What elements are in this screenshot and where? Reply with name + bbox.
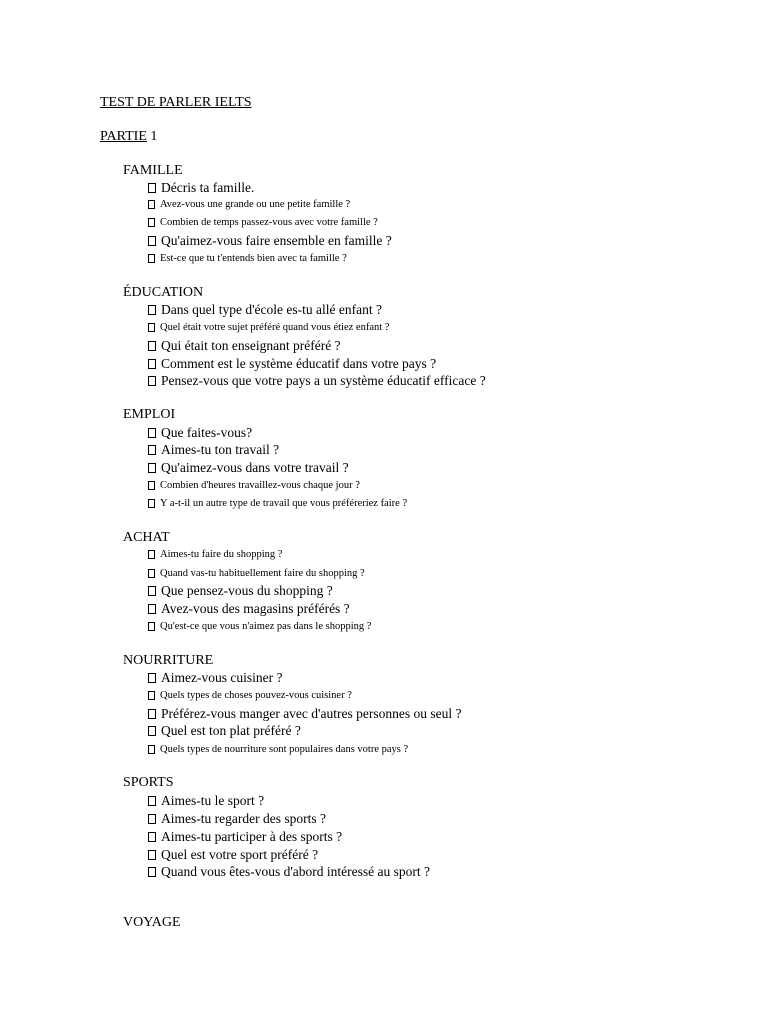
question-item: Aimez-vous cuisiner ? xyxy=(148,669,282,687)
checkbox-icon xyxy=(148,200,155,209)
checkbox-icon xyxy=(148,867,156,877)
checkbox-icon xyxy=(148,376,156,386)
question-item: Aimes-tu faire du shopping ? xyxy=(148,548,282,562)
checkbox-icon xyxy=(148,463,156,473)
checkbox-icon xyxy=(148,445,156,455)
checkbox-icon xyxy=(148,814,156,824)
question-item: Y a-t-il un autre type de travail que vous préféreriez faire ? xyxy=(148,497,407,511)
checkbox-icon xyxy=(148,586,156,596)
question-item: Comment est le système éducatif dans votre pays ? xyxy=(148,355,436,373)
question-item: Quand vous êtes-vous d'abord intéressé au sport ? xyxy=(148,863,430,881)
checkbox-icon xyxy=(148,305,156,315)
checkbox-icon xyxy=(148,428,156,438)
question-item: Quels types de choses pouvez-vous cuisiner ? xyxy=(148,689,352,703)
checkbox-icon xyxy=(148,622,155,631)
checkbox-icon xyxy=(148,499,155,508)
question-item: Préférez-vous manger avec d'autres personnes ou seul ? xyxy=(148,705,461,723)
checkbox-icon xyxy=(148,550,155,559)
checkbox-icon xyxy=(148,569,155,578)
question-item: Pensez-vous que votre pays a un système éducatif efficace ? xyxy=(148,372,486,390)
checkbox-icon xyxy=(148,745,155,754)
checkbox-icon xyxy=(148,481,155,490)
checkbox-icon xyxy=(148,359,156,369)
question-item: Aimes-tu participer à des sports ? xyxy=(148,828,342,846)
question-item: Décris ta famille. xyxy=(148,179,254,197)
question-item: Que pensez-vous du shopping ? xyxy=(148,582,333,600)
question-item: Dans quel type d'école es-tu allé enfant ? xyxy=(148,301,382,319)
section-heading-emploi: EMPLOI xyxy=(123,407,176,422)
question-item: Quel est votre sport préféré ? xyxy=(148,846,318,864)
question-item: Quel est ton plat préféré ? xyxy=(148,722,301,740)
question-item: Qu'aimez-vous dans votre travail ? xyxy=(148,459,349,477)
section-heading-sports: SPORTS xyxy=(123,775,174,790)
checkbox-icon xyxy=(148,850,156,860)
question-item: Aimes-tu le sport ? xyxy=(148,792,264,810)
question-item: Qui était ton enseignant préféré ? xyxy=(148,337,341,355)
checkbox-icon xyxy=(148,691,155,700)
question-item: Est-ce que tu t'entends bien avec ta famille ? xyxy=(148,252,347,266)
checkbox-icon xyxy=(148,673,156,683)
section-heading-voyage: VOYAGE xyxy=(123,915,181,930)
section-heading-achat: ACHAT xyxy=(123,530,170,545)
question-item: Combien d'heures travaillez-vous chaque jour ? xyxy=(148,479,360,493)
section-heading-education: ÉDUCATION xyxy=(123,285,204,300)
question-item: Quels types de nourriture sont populaires dans votre pays ? xyxy=(148,743,408,757)
part-number: 1 xyxy=(150,129,158,144)
question-item: Quel était votre sujet préféré quand vous étiez enfant ? xyxy=(148,321,389,335)
checkbox-icon xyxy=(148,183,156,193)
section-heading-famille: FAMILLE xyxy=(123,163,183,178)
question-item: Quand vas-tu habituellement faire du shopping ? xyxy=(148,567,365,581)
checkbox-icon xyxy=(148,709,156,719)
checkbox-icon xyxy=(148,832,156,842)
part-label: PARTIE xyxy=(100,129,147,144)
question-item: Aimes-tu ton travail ? xyxy=(148,441,279,459)
checkbox-icon xyxy=(148,341,156,351)
page-title: TEST DE PARLER IELTS xyxy=(100,95,252,110)
section-heading-nourriture: NOURRITURE xyxy=(123,653,214,668)
question-item: Avez-vous une grande ou une petite famille ? xyxy=(148,198,350,212)
checkbox-icon xyxy=(148,254,155,263)
checkbox-icon xyxy=(148,323,155,332)
checkbox-icon xyxy=(148,726,156,736)
checkbox-icon xyxy=(148,236,156,246)
question-item: Combien de temps passez-vous avec votre famille ? xyxy=(148,216,378,230)
question-item: Aimes-tu regarder des sports ? xyxy=(148,810,326,828)
checkbox-icon xyxy=(148,218,155,227)
question-item: Avez-vous des magasins préférés ? xyxy=(148,600,350,618)
question-item: Que faites-vous? xyxy=(148,424,252,442)
checkbox-icon xyxy=(148,796,156,806)
checkbox-icon xyxy=(148,604,156,614)
question-item: Qu'aimez-vous faire ensemble en famille ? xyxy=(148,232,392,250)
part-heading xyxy=(100,128,157,146)
question-item: Qu'est-ce que vous n'aimez pas dans le shopping ? xyxy=(148,620,371,634)
